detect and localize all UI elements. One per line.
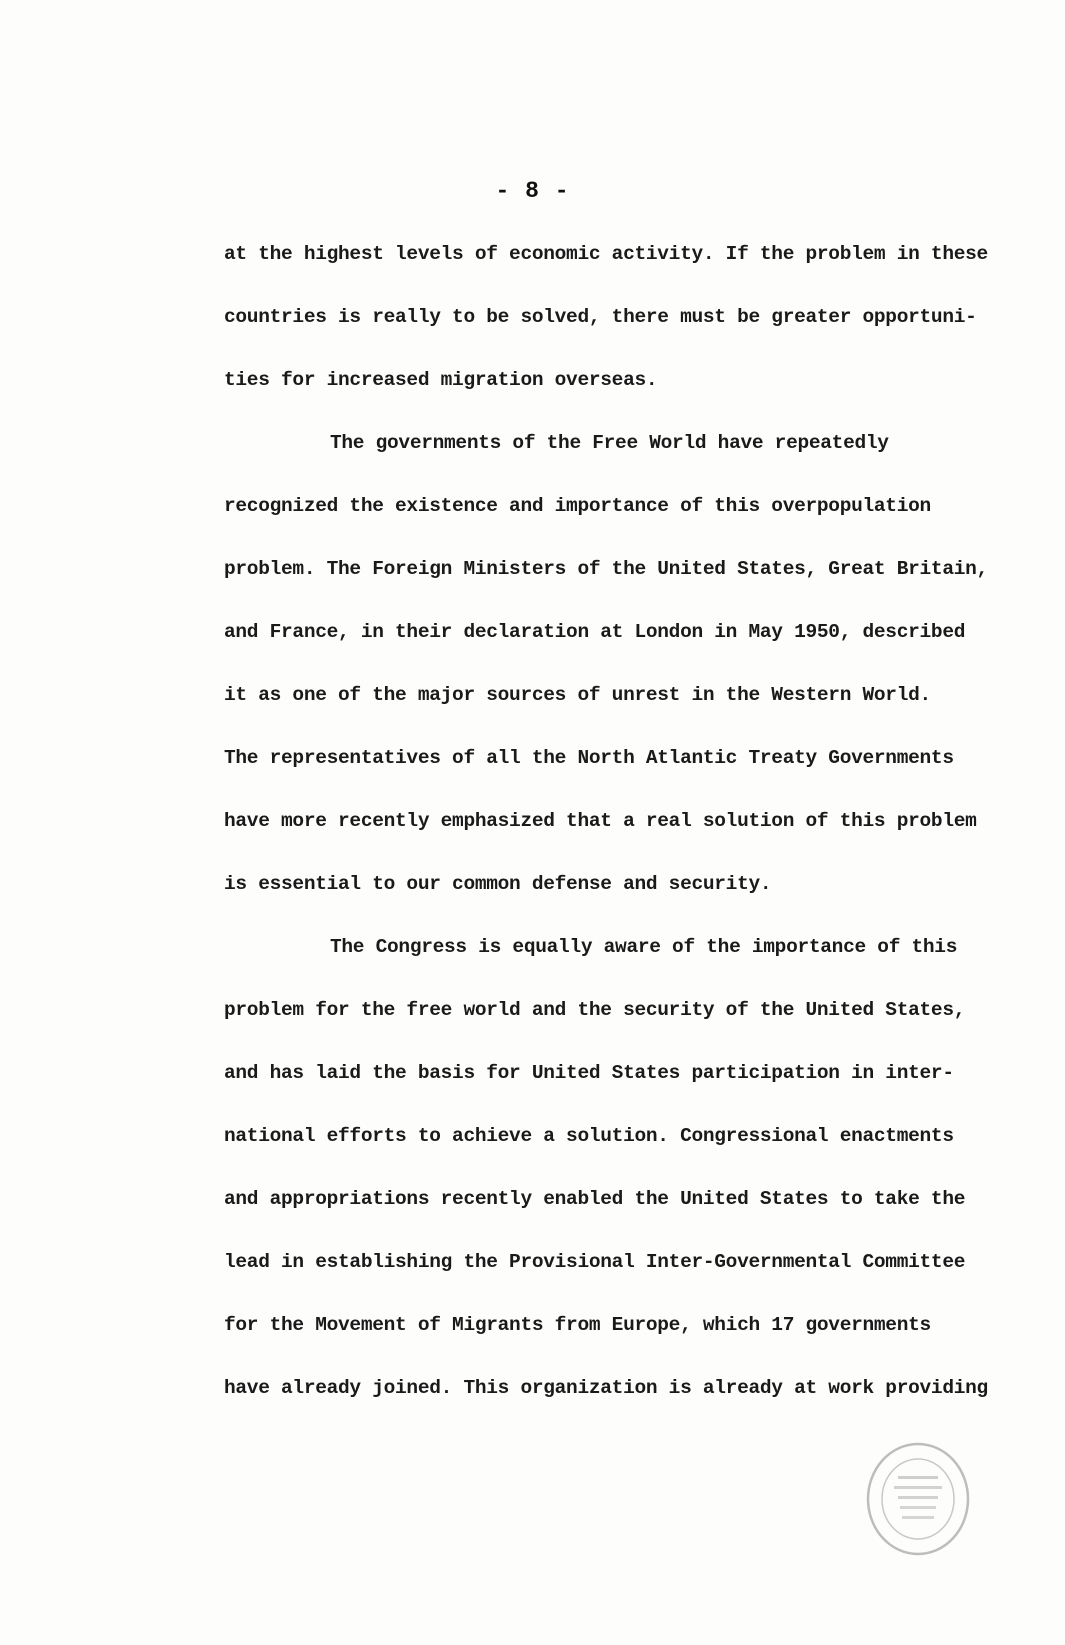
- body-line: problem for the free world and the security of the United States,: [224, 999, 966, 1021]
- body-line: recognized the existence and importance of this overpopulation: [224, 495, 931, 517]
- body-line: problem. The Foreign Ministers of the United States, Great Britain,: [224, 558, 988, 580]
- body-line: lead in establishing the Provisional Inter-Governmental Committee: [224, 1251, 966, 1273]
- body-line: at the highest levels of economic activity. If the problem in these: [224, 243, 988, 265]
- page-number: - 8 -: [495, 178, 570, 204]
- body-line: is essential to our common defense and security.: [224, 873, 772, 895]
- body-line: have already joined. This organization is already at work providing: [224, 1377, 988, 1399]
- body-line: and France, in their declaration at London in May 1950, described: [224, 621, 966, 643]
- body-line: and has laid the basis for United States participation in inter-: [224, 1062, 954, 1084]
- body-line: The governments of the Free World have repeatedly: [330, 432, 889, 454]
- archive-seal-icon: [864, 1440, 972, 1558]
- body-line: have more recently emphasized that a real solution of this problem: [224, 810, 977, 832]
- body-line: The Congress is equally aware of the importance of this: [330, 936, 958, 958]
- body-line: countries is really to be solved, there must be greater opportuni-: [224, 306, 977, 328]
- body-line: national efforts to achieve a solution. Congressional enactments: [224, 1125, 954, 1147]
- body-line: The representatives of all the North Atlantic Treaty Governments: [224, 747, 954, 769]
- body-line: it as one of the major sources of unrest in the Western World.: [224, 684, 931, 706]
- body-line: for the Movement of Migrants from Europe, which 17 governments: [224, 1314, 931, 1336]
- body-line: ties for increased migration overseas.: [224, 369, 658, 391]
- body-line: and appropriations recently enabled the United States to take the: [224, 1188, 966, 1210]
